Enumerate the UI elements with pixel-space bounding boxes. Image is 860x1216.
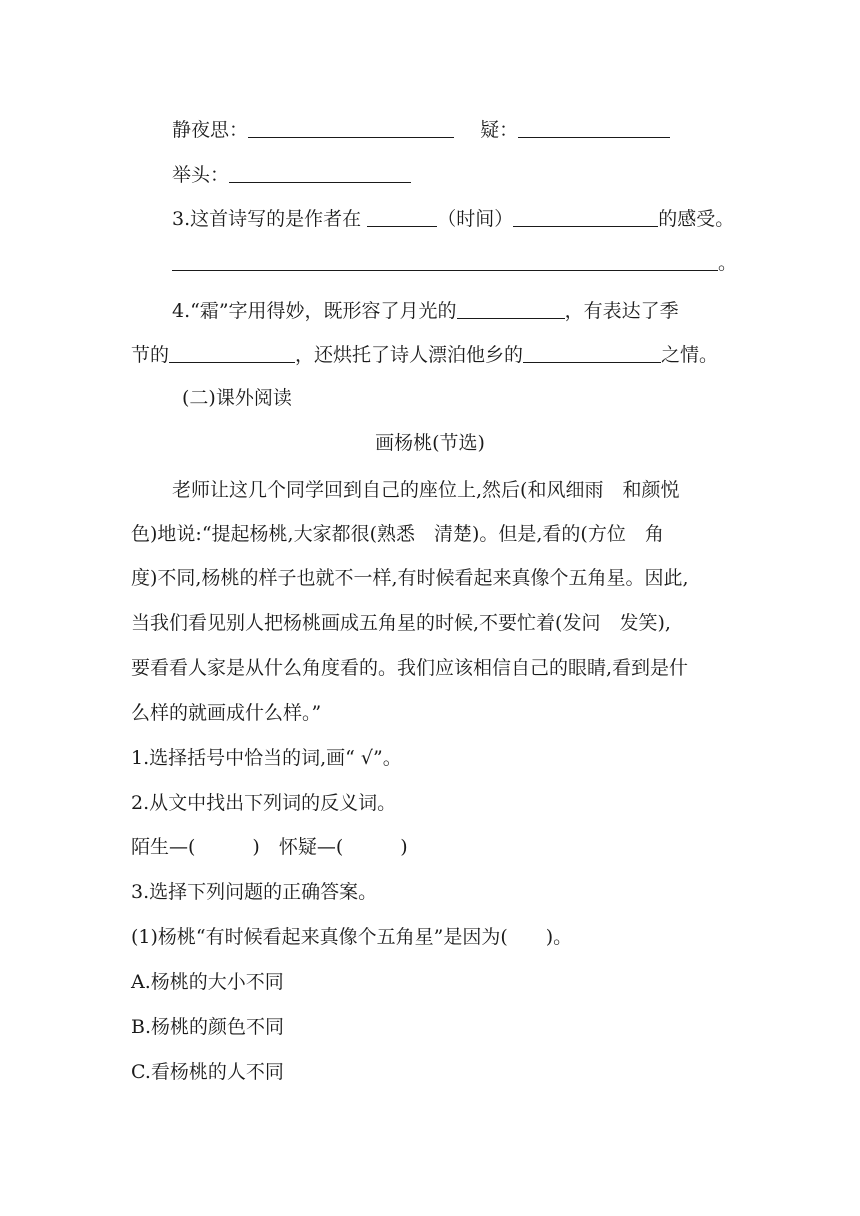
poem-title-label: 静夜思 bbox=[172, 119, 230, 141]
answer-blank[interactable] bbox=[169, 344, 295, 363]
question-3-continuation bbox=[172, 252, 737, 273]
passage-line: 要看看人家是从什么角度看的。我们应该相信自己的眼睛,看到是什 bbox=[131, 657, 689, 679]
question-text: 的感受。 bbox=[658, 208, 735, 230]
question-4-line bbox=[172, 300, 679, 321]
question-text: ，有表达了季 bbox=[564, 300, 679, 322]
answer-blank[interactable] bbox=[523, 344, 661, 363]
question-1: 1.选择括号中恰当的词,画“ √”。 bbox=[131, 747, 402, 769]
question-text: 3.这首诗写的是作者在 bbox=[172, 208, 362, 230]
question-4-continuation bbox=[131, 344, 718, 365]
answer-blank[interactable] bbox=[229, 164, 411, 183]
option-b: B.杨桃的颜色不同 bbox=[131, 1016, 285, 1038]
option-c: C.看杨桃的人不同 bbox=[131, 1061, 284, 1083]
jutou-label: 举头： bbox=[172, 164, 230, 186]
answer-blank[interactable] bbox=[172, 252, 718, 271]
question-3: 3.选择下列问题的正确答案。 bbox=[131, 881, 378, 903]
colon: ： bbox=[229, 119, 249, 141]
question-2: 2.从文中找出下列词的反义词。 bbox=[131, 792, 397, 814]
passage-line: 么样的就画成什么样。” bbox=[131, 702, 322, 724]
poem-title-line bbox=[172, 119, 670, 140]
answer-blank[interactable] bbox=[367, 208, 437, 227]
passage-line: 当我们看见别人把杨桃画成五角星的时候,不要忙着(发问 发笑), bbox=[131, 612, 671, 634]
question-text: 节的 bbox=[131, 344, 170, 366]
question-text: （时间） bbox=[437, 208, 514, 230]
question-3-line bbox=[172, 208, 734, 229]
article-title: 画杨桃(节选) bbox=[375, 432, 485, 454]
passage-line: 色)地说:“提起杨桃,大家都很(熟悉 清楚)。但是,看的(方位 角 bbox=[131, 523, 664, 545]
answer-blank[interactable] bbox=[457, 300, 565, 319]
question-text: 。 bbox=[718, 252, 738, 274]
question-3-1: (1)杨桃“有时候看起来真像个五角星”是因为( )。 bbox=[131, 926, 573, 948]
answer-blank[interactable] bbox=[518, 119, 670, 138]
antonym-answers: 陌生—( ) 怀疑—( ) bbox=[131, 836, 408, 858]
question-text: ，还烘托了诗人漂泊他乡的 bbox=[295, 344, 524, 366]
answer-blank[interactable] bbox=[248, 119, 454, 138]
yi-label: 疑： bbox=[480, 119, 519, 141]
answer-blank[interactable] bbox=[513, 208, 658, 227]
passage-line: 度)不同,杨桃的样子也就不一样,有时候看起来真像个五角星。因此, bbox=[131, 567, 689, 589]
section-title: (二)课外阅读 bbox=[182, 387, 292, 409]
question-text: 4.“霜”字用得妙，既形容了月光的 bbox=[172, 300, 457, 322]
question-text: 之情。 bbox=[661, 344, 719, 366]
jutou-line bbox=[172, 164, 411, 185]
passage-line: 老师让这几个同学回到自己的座位上,然后(和风细雨 和颜悦 bbox=[172, 479, 680, 501]
option-a: A.杨桃的大小不同 bbox=[131, 971, 284, 993]
